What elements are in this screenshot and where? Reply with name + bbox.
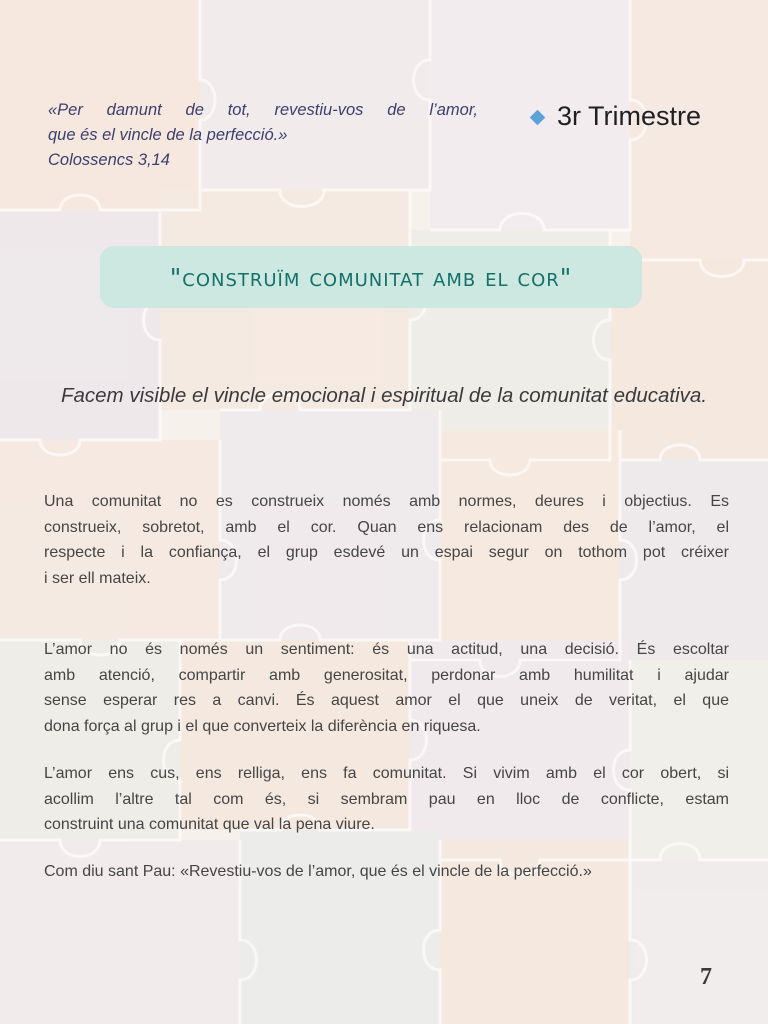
paragraph-line: construeix, sobretot, amb el cor. Quan ens relacionam des de l’amor, el (44, 518, 729, 536)
paragraph-line: acollim l’altre tal com és, si sembram pau en lloc de conflicte, estam (44, 790, 729, 808)
paragraph-line: Com diu sant Pau: «Revestiu-vos de l’amor, que és el vincle de la perfecció.» (44, 863, 592, 880)
paragraph-line: L’amor ens cus, ens relliga, ens fa comunitat. Si vivim amb el cor obert, si (44, 765, 729, 782)
quote-line: «Per damunt de tot, revestiu-vos de l’amor, (48, 101, 478, 119)
title-banner (100, 246, 642, 308)
quote-citation: Colossencs 3,14 (48, 151, 170, 169)
paragraph-line: respecte i la confiança, el grup esdevé un espai segur on tothom pot créixer (44, 544, 729, 561)
trimester-label (532, 96, 701, 136)
paragraph-line: sense esperar res a canvi. És aquest amor el que uneix de veritat, el que (44, 692, 729, 709)
trimester-text: 3r Trimestre (557, 100, 702, 131)
diamond-bullet-icon (530, 109, 546, 125)
paragraph-line: dona força al grup i el que converteix la diferència en riquesa. (44, 717, 481, 735)
closing-paragraph (44, 859, 729, 885)
paragraph (44, 637, 729, 739)
paragraph-line: Una comunitat no es construeix només amb normes, deures i objectius. Es (44, 493, 729, 510)
quote-line: que és el vincle de la perfecció.» (48, 126, 288, 144)
epigraph-quote (48, 98, 478, 173)
paragraph (44, 761, 729, 838)
paragraph-line: construint una comunitat que val la pena viure. (44, 816, 375, 833)
page-title: "construïm comunitat amb el cor" (169, 262, 573, 292)
page-number: 7 (700, 964, 712, 990)
paragraph-line: amb atenció, compartir amb generositat, perdonar amb humilitat i ajudar (44, 666, 729, 684)
paragraph (44, 489, 729, 591)
paragraph-line: L’amor no és només un sentiment: és una actitud, una decisió. És escoltar (44, 641, 729, 658)
paragraph-line: i ser ell mateix. (44, 569, 151, 587)
subtitle: Facem visible el vincle emocional i espiritual de la comunitat educativa. (60, 384, 708, 407)
